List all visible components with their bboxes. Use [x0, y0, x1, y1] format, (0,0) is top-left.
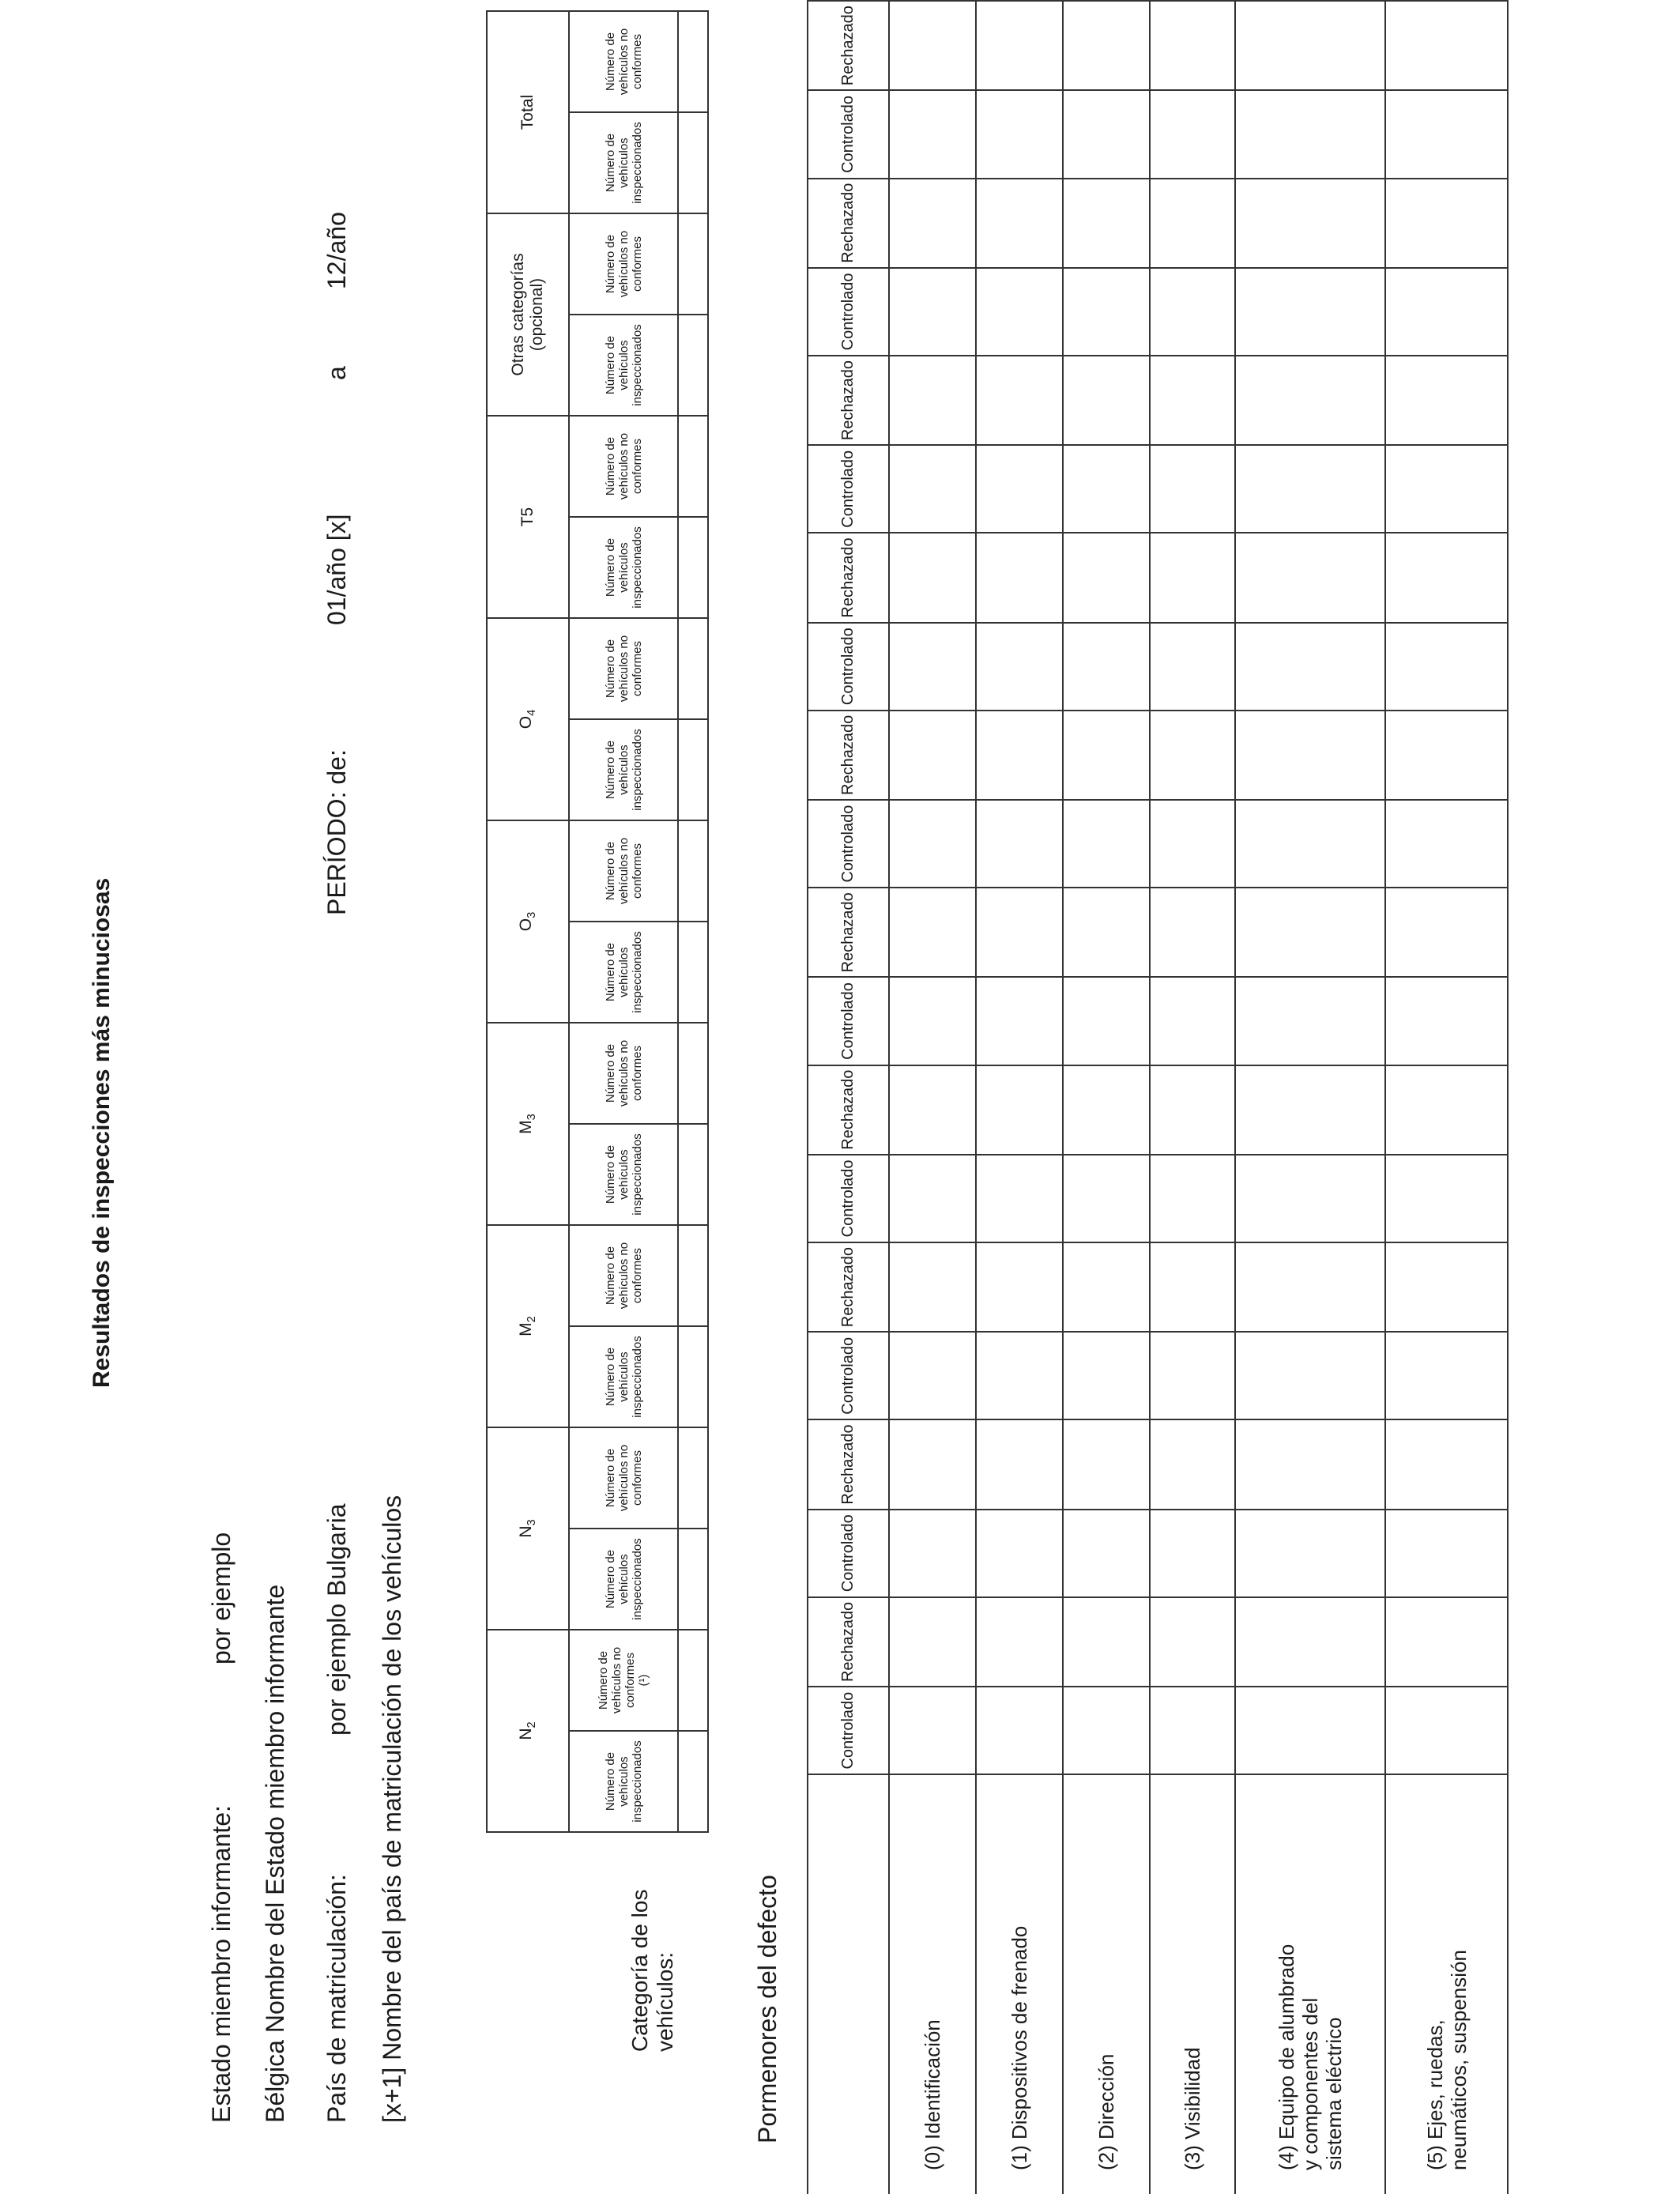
defect-value-cell[interactable] [1063, 1332, 1150, 1419]
defect-value-cell[interactable] [1235, 1597, 1385, 1687]
defect-value-cell[interactable] [1235, 179, 1385, 268]
defect-value-cell[interactable] [889, 623, 976, 711]
defect-value-cell[interactable] [976, 1687, 1063, 1774]
reporting-state-example: por ejemplo [207, 1532, 235, 1664]
defect-value-cell[interactable] [1385, 1687, 1508, 1774]
defect-value-cell[interactable] [1150, 1597, 1235, 1687]
defect-value-cell[interactable] [1385, 268, 1508, 356]
header-empty-cell [678, 719, 708, 820]
category-name: O [517, 715, 536, 729]
defect-value-cell[interactable] [1150, 888, 1235, 977]
category-name: O [517, 918, 536, 932]
defect-value-cell[interactable] [1385, 179, 1508, 268]
header-empty-cell [678, 1427, 708, 1529]
category-name: M [517, 1120, 536, 1134]
defect-value-cell[interactable] [1385, 1419, 1508, 1509]
defect-value-cell[interactable] [1150, 533, 1235, 622]
defect-value-cell[interactable] [1150, 268, 1235, 356]
defect-value-cell[interactable] [1385, 888, 1508, 977]
category-header [487, 11, 569, 213]
defect-value-cell[interactable] [1150, 1242, 1235, 1332]
defect-value-cell[interactable] [976, 533, 1063, 622]
defect-value-cell[interactable] [1150, 1510, 1235, 1597]
defect-value-cell[interactable] [1063, 711, 1150, 800]
defect-value-cell[interactable] [976, 711, 1063, 800]
category-name: T5 [518, 507, 537, 527]
defect-value-cell[interactable] [1385, 1, 1508, 90]
defect-value-cell[interactable] [1063, 888, 1150, 977]
nonconform-header: Número de vehículos no conformes [569, 213, 678, 315]
nonconform-header: Número de vehículos no conformes [569, 820, 678, 922]
header-empty-cell [678, 1124, 708, 1225]
rejected-header: Rechazado [808, 711, 889, 800]
defect-value-cell[interactable] [889, 1242, 976, 1332]
defect-value-cell[interactable] [1235, 1, 1385, 90]
header-table [486, 10, 709, 2194]
defect-value-cell[interactable] [1063, 90, 1150, 178]
defect-value-cell[interactable] [889, 800, 976, 888]
defect-value-cell[interactable] [1235, 1155, 1385, 1242]
defect-value-cell[interactable] [1063, 533, 1150, 622]
defect-value-cell[interactable] [889, 711, 976, 800]
defect-value-cell[interactable] [1385, 356, 1508, 445]
defect-value-cell[interactable] [1150, 1155, 1235, 1242]
defect-row [976, 1, 1063, 2194]
period-label: PERÍODO: de: [322, 749, 351, 915]
defect-value-cell[interactable] [889, 1510, 976, 1597]
header-empty-cell [678, 517, 708, 618]
defect-value-cell[interactable] [1235, 1510, 1385, 1597]
defect-value-cell[interactable] [889, 356, 976, 445]
defect-row [1150, 1, 1235, 2194]
nonconform-header: Número de vehículos no conformes [569, 1023, 678, 1124]
defect-value-cell[interactable] [976, 179, 1063, 268]
defect-value-cell[interactable] [889, 445, 976, 533]
defect-value-cell[interactable] [889, 1, 976, 90]
defect-value-cell[interactable] [976, 1510, 1063, 1597]
defect-value-cell[interactable] [1063, 1419, 1150, 1509]
defect-row [889, 1, 976, 2194]
defect-value-cell[interactable] [1235, 356, 1385, 445]
header-empty-cell [678, 1023, 708, 1124]
defect-value-cell[interactable] [889, 1419, 976, 1509]
reporting-state-value: Bélgica Nombre del Estado miembro informante [261, 1584, 289, 2123]
inspected-header: Número de vehículos inspeccionados [569, 1529, 678, 1630]
nonconform-header: Número de vehículos no conformes [569, 1427, 678, 1529]
page-title: Resultados de inspecciones más minuciosas [89, 877, 115, 1388]
nonconform-header: Número de vehículos no conformes [569, 1225, 678, 1326]
category-name: Otras categorías (opcional) [509, 253, 546, 376]
defect-value-cell[interactable] [1150, 711, 1235, 800]
controlled-header: Controlado [808, 623, 889, 711]
controlled-header: Controlado [808, 1510, 889, 1597]
defect-value-cell[interactable] [889, 1155, 976, 1242]
defect-value-cell[interactable] [1385, 623, 1508, 711]
header-empty-cell [678, 1731, 708, 1832]
defect-value-cell[interactable] [976, 445, 1063, 533]
rejected-header: Rechazado [808, 1, 889, 90]
category-header [487, 416, 569, 618]
nonconform-header: Número de vehículos no conformes [569, 618, 678, 719]
reporting-state-label: Estado miembro informante: [207, 1805, 235, 2123]
controlled-header: Controlado [808, 800, 889, 888]
defect-value-cell[interactable] [976, 1155, 1063, 1242]
inspected-header: Número de vehículos inspeccionados [569, 1124, 678, 1225]
defect-value-cell[interactable] [1235, 1065, 1385, 1155]
category-subscript: 2 [525, 1721, 539, 1728]
defect-label: (3) Visibilidad [1150, 1774, 1235, 2194]
defect-value-cell[interactable] [1385, 1155, 1508, 1242]
defect-value-cell[interactable] [889, 1687, 976, 1774]
category-name: Total [518, 94, 537, 130]
defect-value-cell[interactable] [1063, 1, 1150, 90]
registration-label: País de matriculación: [322, 1874, 351, 2123]
defect-value-cell[interactable] [1235, 1687, 1385, 1774]
inspected-header: Número de vehículos inspeccionados [569, 1731, 678, 1832]
defect-value-cell[interactable] [1150, 977, 1235, 1065]
rejected-header: Rechazado [808, 356, 889, 445]
defect-value-cell[interactable] [976, 977, 1063, 1065]
defect-value-cell[interactable] [1063, 623, 1150, 711]
defect-value-cell[interactable] [1235, 888, 1385, 977]
defect-label: (2) Dirección [1063, 1774, 1150, 2194]
defect-value-cell[interactable] [1063, 1242, 1150, 1332]
defect-row [1063, 1, 1150, 2194]
category-header [487, 820, 569, 1023]
inspected-header: Número de vehículos inspeccionados [569, 315, 678, 416]
defect-value-cell[interactable] [1063, 1065, 1150, 1155]
controlled-header: Controlado [808, 90, 889, 178]
category-subscript: 3 [525, 1114, 539, 1121]
defect-value-cell[interactable] [1063, 1687, 1150, 1774]
header-empty-cell [678, 315, 708, 416]
nonconform-note: (¹) [637, 1674, 650, 1687]
defect-value-cell[interactable] [1235, 800, 1385, 888]
defect-value-cell[interactable] [1235, 533, 1385, 622]
defect-value-cell[interactable] [1063, 1597, 1150, 1687]
defect-value-cell[interactable] [976, 1, 1063, 90]
controlled-header: Controlado [808, 1332, 889, 1419]
rejected-header: Rechazado [808, 1242, 889, 1332]
period-to-label: a [322, 366, 351, 380]
defect-value-cell[interactable] [1235, 1419, 1385, 1509]
defect-value-cell[interactable] [976, 1597, 1063, 1687]
defect-value-cell[interactable] [1063, 1155, 1150, 1242]
defect-value-cell[interactable] [1063, 1510, 1150, 1597]
defect-value-cell[interactable] [976, 356, 1063, 445]
defect-value-cell[interactable] [976, 1419, 1063, 1509]
defect-value-cell[interactable] [889, 1065, 976, 1155]
category-header [487, 1023, 569, 1225]
defect-value-cell[interactable] [976, 268, 1063, 356]
inspected-header: Número de vehículos inspeccionados [569, 1326, 678, 1427]
defect-label: (1) Dispositivos de frenado [976, 1774, 1063, 2194]
defect-value-cell[interactable] [1063, 356, 1150, 445]
defect-value-cell[interactable] [1150, 356, 1235, 445]
defect-value-cell[interactable] [1235, 1242, 1385, 1332]
defect-value-cell[interactable] [889, 179, 976, 268]
defect-value-cell[interactable] [976, 90, 1063, 178]
defect-value-cell[interactable] [1150, 179, 1235, 268]
defect-value-cell[interactable] [1235, 268, 1385, 356]
defect-value-cell[interactable] [1385, 1597, 1508, 1687]
category-subscript: 3 [525, 1519, 539, 1526]
category-header [487, 213, 569, 416]
defect-value-cell[interactable] [1063, 800, 1150, 888]
defect-value-cell[interactable] [976, 1242, 1063, 1332]
defect-value-cell[interactable] [1150, 800, 1235, 888]
rejected-header: Rechazado [808, 1597, 889, 1687]
defect-corner-cell [808, 1774, 889, 2194]
header-empty-cell [678, 618, 708, 719]
inspected-header: Número de vehículos inspeccionados [569, 112, 678, 213]
defect-value-cell[interactable] [1150, 1065, 1235, 1155]
header-empty-cell [678, 11, 708, 112]
defect-value-cell[interactable] [1063, 179, 1150, 268]
defect-value-cell[interactable] [1150, 1419, 1235, 1509]
defect-value-cell[interactable] [976, 800, 1063, 888]
category-subscript: 4 [525, 709, 539, 716]
header-empty-cell [678, 416, 708, 517]
defect-value-cell[interactable] [976, 623, 1063, 711]
controlled-header: Controlado [808, 1155, 889, 1242]
defect-value-cell[interactable] [1235, 977, 1385, 1065]
category-header [487, 618, 569, 820]
inspected-header: Número de vehículos inspeccionados [569, 517, 678, 618]
defect-value-cell[interactable] [1385, 800, 1508, 888]
defect-value-cell[interactable] [889, 268, 976, 356]
header-empty-cell [678, 213, 708, 315]
header-empty-cell [678, 1225, 708, 1326]
inspected-header: Número de vehículos inspeccionados [569, 922, 678, 1023]
defect-value-cell[interactable] [1235, 90, 1385, 178]
defect-table [807, 0, 1509, 2194]
header-empty-cell [678, 1529, 708, 1630]
defect-value-cell[interactable] [1235, 445, 1385, 533]
defect-value-cell[interactable] [1150, 445, 1235, 533]
category-label: Categoría de los vehículos: [627, 1889, 677, 2052]
controlled-header: Controlado [808, 1687, 889, 1774]
defect-value-cell[interactable] [1235, 623, 1385, 711]
defect-label: (0) Identificación [889, 1774, 976, 2194]
category-subscript: 3 [525, 911, 539, 918]
registration-value: [x+1] Nombre del país de matriculación de los vehículos [378, 1495, 406, 2123]
defect-value-cell[interactable] [1385, 1332, 1508, 1419]
header-empty-cell [678, 922, 708, 1023]
defect-value-cell[interactable] [889, 888, 976, 977]
category-name: N [517, 1525, 536, 1538]
defect-value-cell[interactable] [1063, 977, 1150, 1065]
defect-value-cell[interactable] [1235, 1332, 1385, 1419]
defect-value-cell[interactable] [1385, 977, 1508, 1065]
defect-value-cell[interactable] [1235, 711, 1385, 800]
defect-value-cell[interactable] [1385, 1065, 1508, 1155]
nonconform-header: Número de vehículos no conformes (¹) [569, 1630, 678, 1731]
rejected-header: Rechazado [808, 1065, 889, 1155]
header-empty-cell [678, 112, 708, 213]
defect-value-cell[interactable] [889, 977, 976, 1065]
nonconform-header: Número de vehículos no conformes [569, 11, 678, 112]
defect-value-cell[interactable] [1385, 1242, 1508, 1332]
category-name: M [517, 1322, 536, 1336]
defect-label: (5) Ejes, ruedas, neumáticos, suspensión [1385, 1774, 1508, 2194]
defect-value-cell[interactable] [1385, 533, 1508, 622]
defect-value-cell[interactable] [1063, 445, 1150, 533]
controlled-header: Controlado [808, 445, 889, 533]
defect-value-cell[interactable] [1385, 445, 1508, 533]
defect-value-cell[interactable] [889, 1597, 976, 1687]
defect-value-cell[interactable] [889, 533, 976, 622]
period-to: 12/año [322, 212, 351, 289]
rejected-header: Rechazado [808, 888, 889, 977]
defect-row [1385, 1, 1508, 2194]
defect-value-cell[interactable] [889, 1332, 976, 1419]
category-header [487, 1630, 569, 1832]
defect-value-cell[interactable] [1150, 1, 1235, 90]
defect-value-cell[interactable] [976, 1065, 1063, 1155]
controlled-header: Controlado [808, 268, 889, 356]
rejected-header: Rechazado [808, 533, 889, 622]
defect-value-cell[interactable] [1385, 711, 1508, 800]
category-name: N [517, 1728, 536, 1740]
header-empty-cell [678, 820, 708, 922]
defect-value-cell[interactable] [1150, 1687, 1235, 1774]
header-empty-cell [678, 1630, 708, 1731]
registration-example: por ejemplo Bulgaria [322, 1503, 351, 1736]
defect-value-cell[interactable] [1385, 1510, 1508, 1597]
defect-value-cell[interactable] [1150, 623, 1235, 711]
nonconform-header: Número de vehículos no conformes [569, 416, 678, 517]
defect-row [1235, 1, 1385, 2194]
header-empty-cell [678, 1326, 708, 1427]
rejected-header: Rechazado [808, 1419, 889, 1509]
defect-value-cell[interactable] [976, 1332, 1063, 1419]
defect-section-label: Pormenores del defecto [753, 1875, 782, 2143]
category-header [487, 1225, 569, 1427]
controlled-header: Controlado [808, 977, 889, 1065]
rejected-header: Rechazado [808, 179, 889, 268]
defect-value-cell[interactable] [889, 90, 976, 178]
period-from: 01/año [x] [322, 514, 351, 625]
inspected-header: Número de vehículos inspeccionados [569, 719, 678, 820]
defect-value-cell[interactable] [1150, 1332, 1235, 1419]
defect-value-cell[interactable] [1385, 90, 1508, 178]
category-header [487, 1427, 569, 1630]
category-subscript: 2 [525, 1316, 539, 1323]
defect-value-cell[interactable] [976, 888, 1063, 977]
defect-label: (4) Equipo de alumbrado y componentes del sistema eléctrico [1235, 1774, 1385, 2194]
defect-value-cell[interactable] [1063, 268, 1150, 356]
defect-value-cell[interactable] [1150, 90, 1235, 178]
